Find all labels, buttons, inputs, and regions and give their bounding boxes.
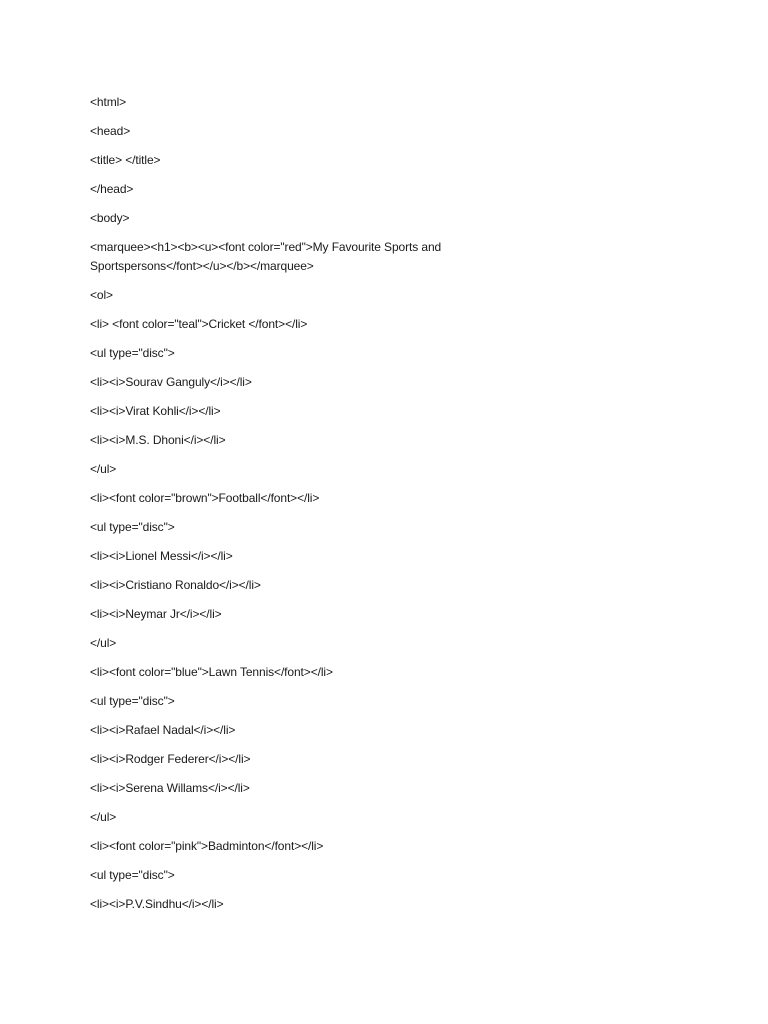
- code-line: <ul type="disc">: [90, 346, 175, 360]
- code-line: <li><i>M.S. Dhoni</i></li>: [90, 433, 226, 447]
- code-line: <li><i>Neymar Jr</i></li>: [90, 607, 222, 621]
- code-line: <body>: [90, 211, 130, 225]
- code-line: <li><i>Lionel Messi</i></li>: [90, 549, 233, 563]
- code-line: </ul>: [90, 810, 117, 824]
- code-line: </ul>: [90, 636, 117, 650]
- code-line: <ul type="disc">: [90, 520, 175, 534]
- code-line: <li><font color="brown">Football</font></li>: [90, 491, 320, 505]
- code-line: <li> <font color="teal">Cricket </font></li>: [90, 317, 308, 331]
- code-line: <li><i>P.V.Sindhu</i></li>: [90, 897, 224, 911]
- code-line: <html>: [90, 95, 127, 109]
- code-line: <li><i>Virat Kohli</i></li>: [90, 404, 221, 418]
- code-line: <li><font color="blue">Lawn Tennis</font></li>: [90, 665, 333, 679]
- code-line: <ul type="disc">: [90, 694, 175, 708]
- code-line: </ul>: [90, 462, 117, 476]
- code-line: <li><font color="pink">Badminton</font></li>: [90, 839, 324, 853]
- code-line: <li><i>Rodger Federer</i></li>: [90, 752, 251, 766]
- code-line: <li><i>Rafael Nadal</i></li>: [90, 723, 236, 737]
- code-line: </head>: [90, 182, 134, 196]
- code-line: <li><i>Cristiano Ronaldo</i></li>: [90, 578, 261, 592]
- code-line: <head>: [90, 124, 131, 138]
- code-line: <title> </title>: [90, 153, 161, 167]
- code-line-marquee: <marquee><h1><b><u><font color="red">My Favourite Sports and Sportspersons</font></u></b></marquee>: [90, 240, 442, 273]
- code-line: <li><i>Sourav Ganguly</i></li>: [90, 375, 252, 389]
- code-line: <li><i>Serena Willams</i></li>: [90, 781, 250, 795]
- document-body: [90, 93, 510, 924]
- code-line: <ol>: [90, 288, 113, 302]
- code-line: <ul type="disc">: [90, 868, 175, 882]
